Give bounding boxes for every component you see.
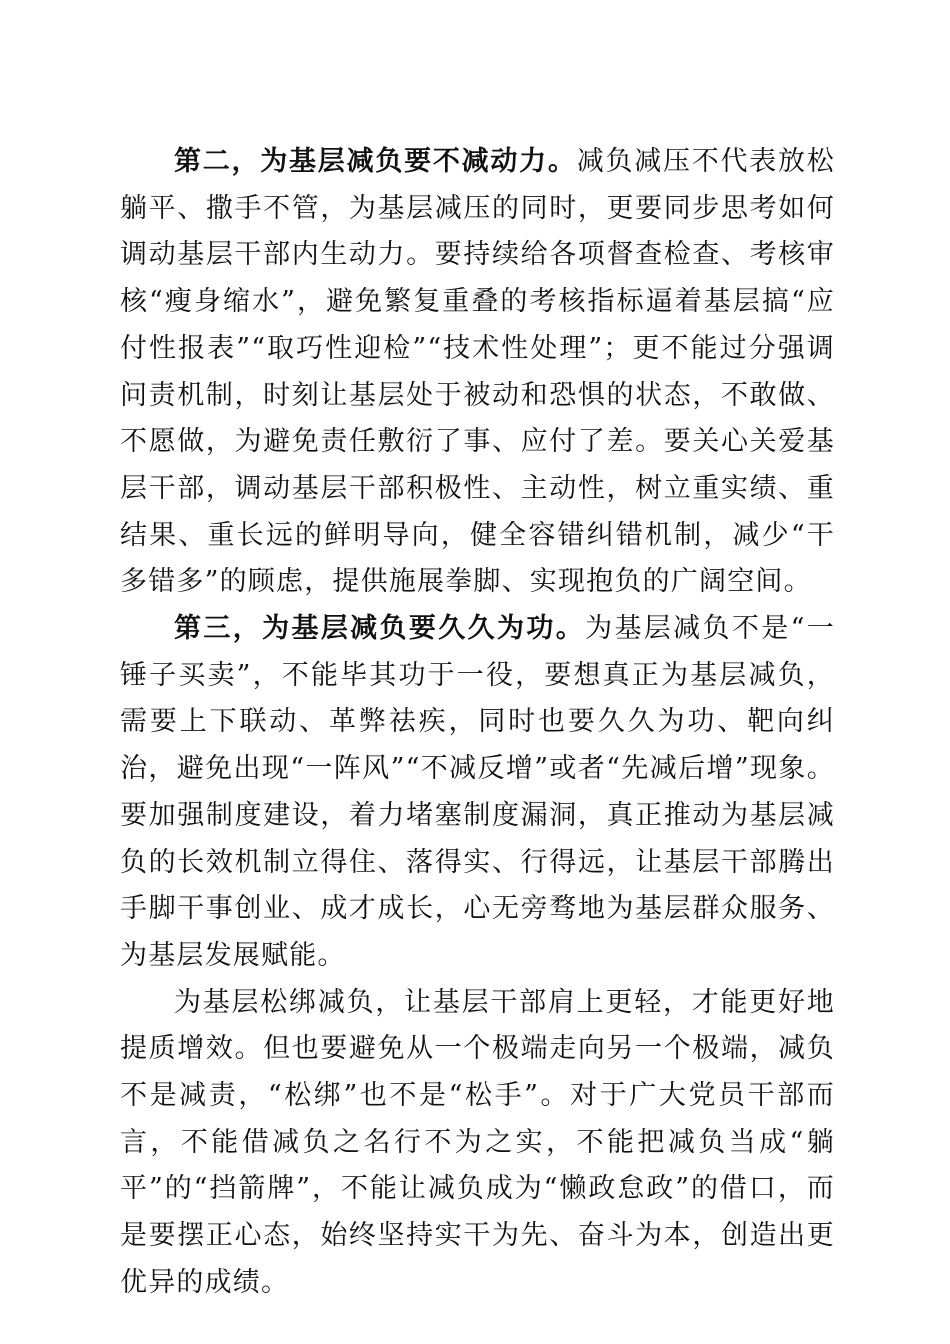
paragraph-second-point xyxy=(120,139,835,606)
paragraph-third-point xyxy=(120,606,835,980)
paragraph-lead: 第二，为基层减负要不减动力。 xyxy=(174,146,577,177)
paragraph-text: 为基层减负不是“一锤子买卖”，不能毕其功于一役，要想真正为基层减负，需要上下联动、革弊祛疾，同时也要久久为功、靶向纠治，避免出现“一阵风”“不减反增”或者“先减后增”现象。要加强制度建设，着力堵塞制度漏洞，真正推动为基层减负的长效机制立得住、落得实、行得远，让基层干部腾出手脚干事创业、成才成长，心无旁骛地为基层群众服务、为基层发展赋能。 xyxy=(120,613,835,971)
paragraph-lead: 第三，为基层减负要久久为功。 xyxy=(174,613,586,645)
paragraph-text: 减负减压不代表放松躺平、撒手不管，为基层减压的同时，更要同步思考如何调动基层干部内生动力。要持续给各项督查检查、考核审核“瘦身缩水”，避免繁复重叠的考核指标逼着基层搞“应付性报表”“取巧性迎检”“技术性处理”；更不能过分强调问责机制，时刻让基层处于被动和恐惧的状态，不敢做、不愿做，为避免责任敷衍了事、应付了差。要关心关爱基层干部，调动基层干部积极性、主动性，树立重实绩、重结果、重长远的鲜明导向，健全容错纠错机制，减少“干多错多”的顾虑，提供施展拳脚、实现抱负的广阔空间。 xyxy=(120,146,835,598)
article-body xyxy=(120,139,835,1307)
paragraph-text: 为基层松绑减负，让基层干部肩上更轻，才能更好地提质增效。但也要避免从一个极端走向另一个极端，减负不是减责，“松绑”也不是“松手”。对于广大党员干部而言，不能借减负之名行不为之实，不能把减负当成“躺平”的“挡箭牌”，不能让减负成为“懒政怠政”的借口，而是要摆正心态，始终坚持实干为先、奋斗为本，创造出更优异的成绩。 xyxy=(120,986,835,1298)
paragraph-conclusion xyxy=(120,980,835,1307)
